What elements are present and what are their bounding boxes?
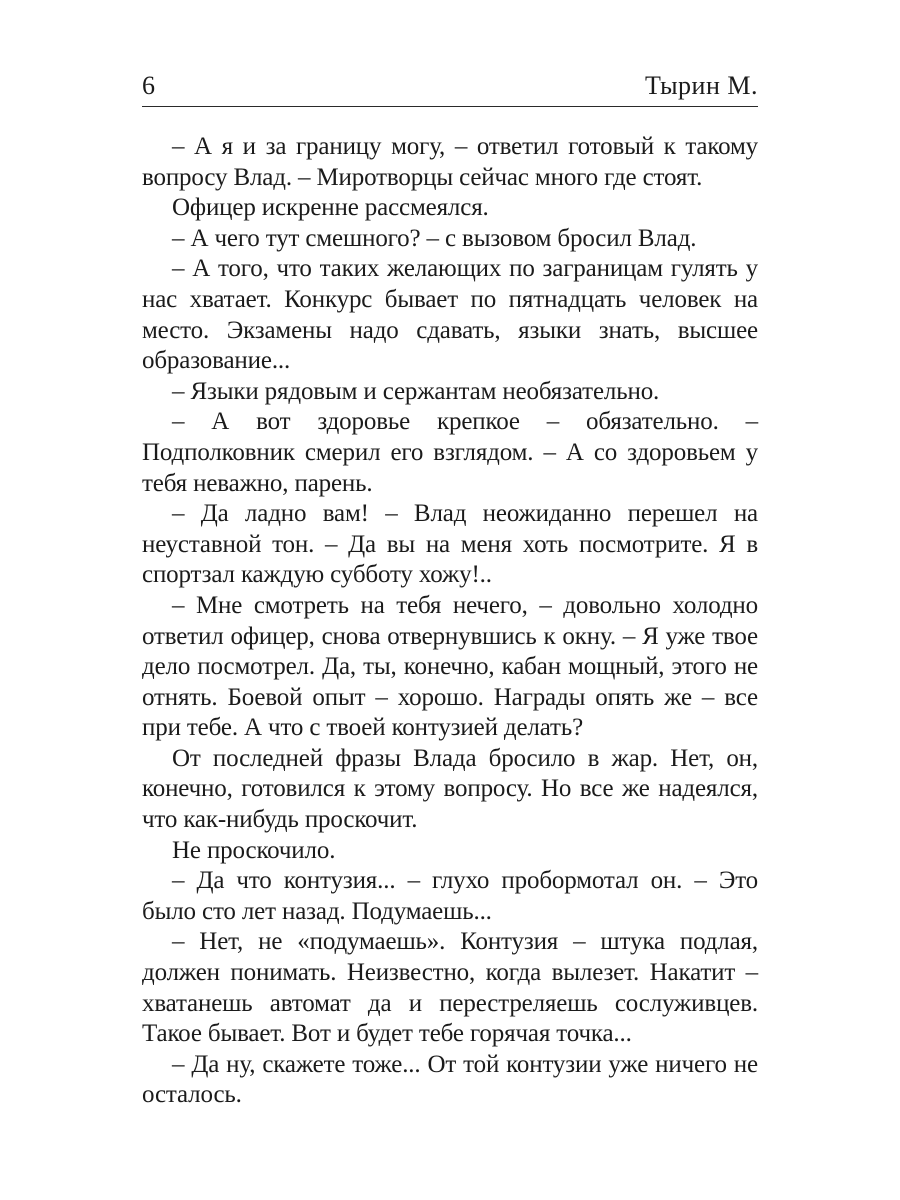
paragraph: – Да что контузия... – глухо пробормотал он. – Это было сто лет назад. Подумаешь... (142, 867, 758, 925)
paragraph: – Языки рядовым и сержантам необязательно. (172, 377, 660, 405)
paragraph: Офицер искренне рассмеялся. (172, 194, 489, 222)
page-number: 6 (142, 71, 155, 100)
paragraph: – Да ну, скажете тоже... От той контузии уже ничего не осталось. (142, 1050, 758, 1109)
running-head-author: Тырин М. (644, 71, 758, 100)
body-text (142, 132, 758, 1111)
paragraph: – Нет, не «подумаешь». Контузия – штука подлая, должен понимать. Неизвестно, когда вылезет. Накатит – хватанешь автомат да и перестреляешь сослуживцев. Такое бывает. Вот и будет тебе горячая точка... (142, 928, 758, 1048)
paragraph: От последней фразы Влада бросило в жар. Нет, он, конечно, готовился к этому вопросу. Но все же надеялся, что как-нибудь проскочит. (142, 744, 758, 834)
paragraph: Не проскочило. (172, 836, 336, 864)
paragraph: – Мне смотреть на тебя нечего, – довольно холодно ответил офицер, снова отвернувшись к окну. – Я уже твое дело посмотрел. Да, ты, конечно, кабан мощный, этого не отнять. Боевой опыт – хорошо. Награды опять же – все при тебе. А что с твоей контузией делать? (142, 591, 758, 742)
paragraph: – А вот здоровье крепкое – обязательно. – Подполковник смерил его взглядом. – А со здоровьем у тебя неважно, парень. (142, 408, 758, 497)
paragraph: – А я и за границу могу, – ответил готовый к такому вопросу Влад. – Миротворцы сейчас много где стоят. (142, 133, 758, 191)
paragraph: – А чего тут смешного? – с вызовом бросил Влад. (172, 224, 697, 252)
page-header (142, 68, 758, 104)
paragraph: – Да ладно вам! – Влад неожиданно перешел на неуставной тон. – Да вы на меня хоть посмотрите. Я в спортзал каждую субботу хожу!.. (142, 500, 758, 589)
header-rule (142, 106, 758, 107)
paragraph: – А того, что таких желающих по заграницам гулять у нас хватает. Конкурс бывает по пятнадцать человек на место. Экзамены надо сдавать, языки знать, высшее образование... (142, 255, 758, 375)
